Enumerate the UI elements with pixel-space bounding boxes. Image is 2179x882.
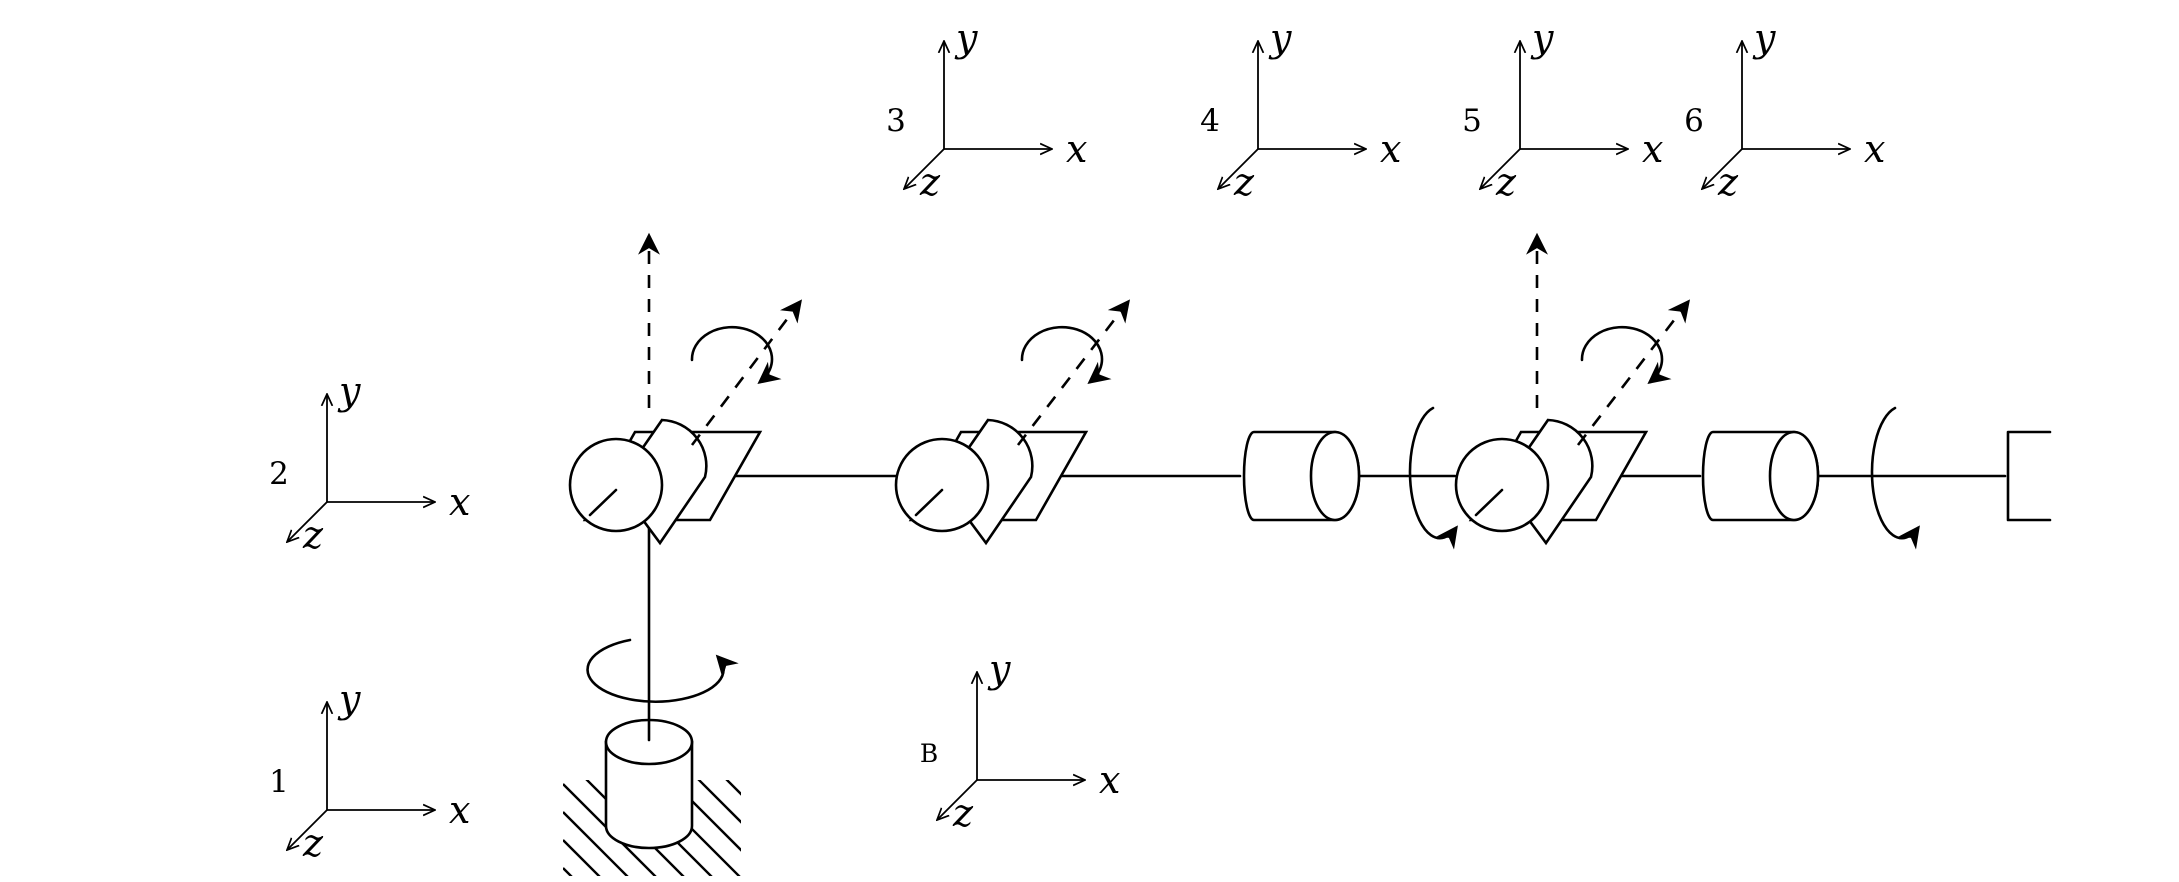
frame-3	[886, 16, 1087, 204]
frame-1-y-label: y	[339, 677, 361, 721]
frame-base-z-label: z	[953, 791, 974, 835]
frame-5-y-label: y	[1532, 16, 1554, 60]
frame-base-y-label: y	[989, 647, 1011, 691]
frame-2-y-label: y	[339, 369, 361, 413]
frame-4-x-label: x	[1380, 127, 1402, 171]
frame-6-x-label: x	[1864, 127, 1886, 171]
frame-3-x-label: x	[1066, 127, 1088, 171]
frame-1-x-label: x	[449, 788, 471, 832]
frame-5-z-label: z	[1496, 160, 1517, 204]
frame-4	[1200, 16, 1401, 204]
frame-5-label: 5	[1462, 103, 1482, 139]
frame-1-z-label: z	[303, 821, 324, 865]
frame-6-y-label: y	[1754, 16, 1776, 60]
frame-5-x-label: x	[1642, 127, 1664, 171]
frame-base-label: B	[919, 739, 939, 768]
joint-elbow	[896, 302, 1128, 543]
frame-base	[920, 647, 1121, 835]
end-effector	[2008, 432, 2050, 520]
frame-1	[269, 677, 470, 865]
frame-6	[1684, 16, 1885, 204]
frame-2-label: 2	[269, 456, 289, 492]
frame-4-y-label: y	[1270, 16, 1292, 60]
frame-2-z-label: z	[303, 513, 324, 557]
frame-base-x-label: x	[1099, 758, 1121, 802]
frame-3-y-label: y	[956, 16, 978, 60]
ground-hatching	[563, 778, 829, 882]
frame-3-label: 3	[886, 103, 906, 139]
rotation-arrow-base	[588, 640, 724, 702]
frame-4-z-label: z	[1234, 160, 1255, 204]
frame-6-z-label: z	[1718, 160, 1739, 204]
frame-1-label: 1	[269, 764, 289, 800]
frame-4-label: 4	[1200, 103, 1220, 139]
frame-5	[1462, 16, 1663, 204]
joint-shoulder	[570, 236, 800, 543]
frame-6-label: 6	[1684, 103, 1704, 139]
frame-2-x-label: x	[449, 480, 471, 524]
frame-2	[269, 369, 470, 557]
joint-roll-2	[1703, 408, 1918, 538]
joint-roll-1	[1244, 408, 1456, 538]
joint-wrist	[1456, 236, 1688, 543]
frame-3-z-label: z	[920, 160, 941, 204]
